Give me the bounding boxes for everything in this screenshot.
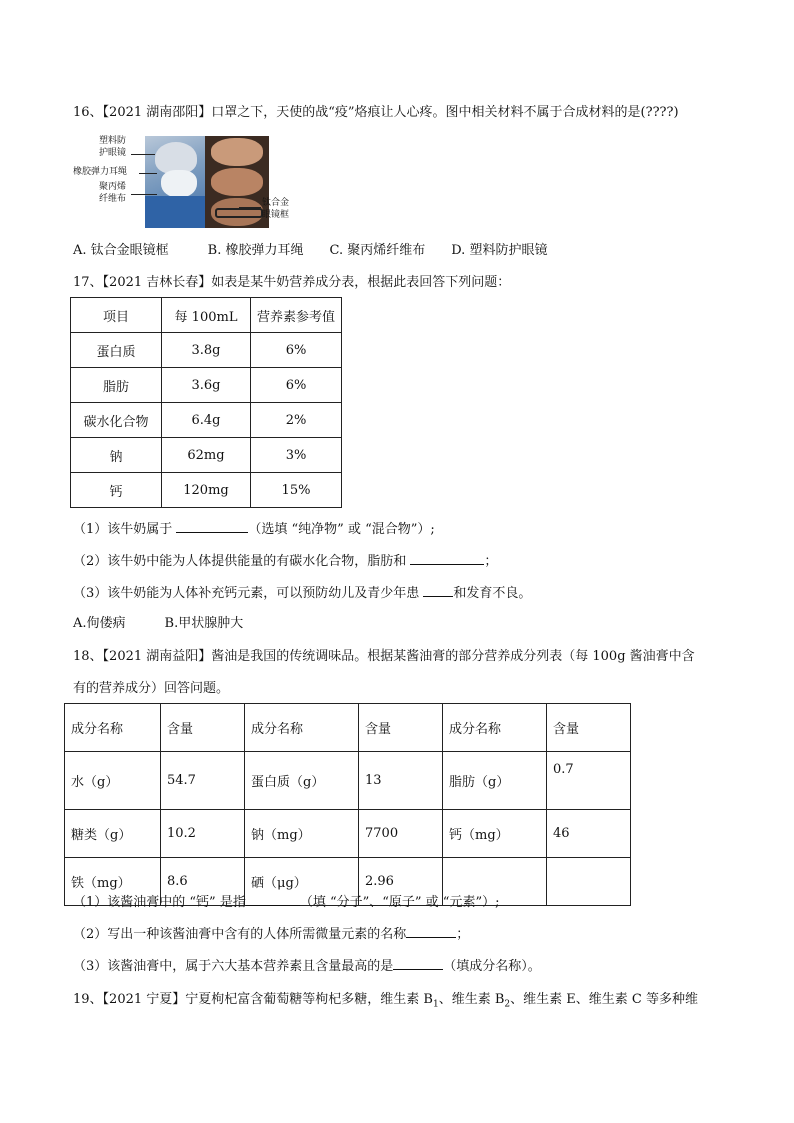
q18-sub3 (73, 957, 541, 976)
q18-sub1-text: （1）该酱油膏中的 “钙” 是指 (73, 895, 246, 910)
soy-paste-nutrition-table (64, 703, 631, 906)
q17-sub1 (73, 520, 435, 539)
q18-sub2 (73, 925, 469, 944)
doctor-photo (145, 136, 269, 228)
table-cell: 3.8g (162, 333, 251, 368)
label-ear-loop: 橡胶弹力耳绳 (73, 167, 128, 177)
answer-blank[interactable] (410, 552, 484, 565)
q19-stem (73, 991, 698, 1014)
label-goggles-2: 护眼镜 (99, 148, 127, 158)
table-cell: 碳水化合物 (71, 403, 162, 438)
q18-stem-line2: 有的营养成分）回答问题。 (73, 681, 230, 696)
answer-blank[interactable] (423, 584, 453, 597)
q16-figure (73, 132, 303, 230)
label-fiber-2: 纤维布 (99, 194, 127, 204)
table-cell (547, 858, 631, 906)
label-fiber-1: 聚丙烯 (99, 182, 127, 192)
answer-blank[interactable] (406, 925, 456, 938)
q18-sub3-text: （3）该酱油膏中，属于六大基本营养素且含量最高的是 (73, 959, 394, 974)
q17-stem: 17、【2021 吉林长春】如表是某牛奶营养成分表，根据此表回答下列问题： (73, 275, 511, 290)
q18-sub3-suffix: （填成分名称）。 (443, 959, 541, 974)
label-frame-1: 钛合金 (262, 198, 290, 208)
answer-blank[interactable] (176, 520, 248, 533)
table-cell: 54.7 (161, 752, 245, 810)
table-cell: 成分名称 (65, 704, 161, 752)
table-row (65, 752, 631, 810)
table-cell: 脂肪（g） (443, 752, 547, 810)
table-cell: 3.6g (162, 368, 251, 403)
table-cell: 7700 (359, 810, 443, 858)
table-cell: 13 (359, 752, 443, 810)
table-row (71, 368, 342, 403)
answer-blank[interactable] (393, 957, 443, 970)
header-cell: 项目 (71, 298, 162, 333)
answer-blank[interactable] (246, 893, 300, 906)
table-cell: 水（g） (65, 752, 161, 810)
table-cell: 钠 (71, 438, 162, 473)
subscript: 2 (504, 999, 511, 1010)
table-header-row (71, 298, 342, 333)
table-cell: 铁（mg） (65, 858, 161, 906)
table-cell: 含量 (161, 704, 245, 752)
table-cell: 6% (251, 333, 342, 368)
table-cell: 脂肪 (71, 368, 162, 403)
q18-sub1 (73, 893, 499, 912)
table-cell: 3% (251, 438, 342, 473)
table-cell: 62mg (162, 438, 251, 473)
table-header-row (65, 704, 631, 752)
header-cell: 营养素参考值 (251, 298, 342, 333)
table-cell: 120mg (162, 473, 251, 508)
table-cell: 含量 (359, 704, 443, 752)
header-cell: 每 100mL (162, 298, 251, 333)
table-cell: 糖类（g） (65, 810, 161, 858)
table-cell: 成分名称 (245, 704, 359, 752)
table-row (71, 438, 342, 473)
table-cell: 钙 (71, 473, 162, 508)
table-cell: 2.96 (359, 858, 443, 906)
q17-sub3-suffix: 和发育不良。 (453, 586, 532, 601)
table-cell: 46 (547, 810, 631, 858)
q17-sub1-text: （1）该牛奶属于 (73, 522, 177, 537)
q17-sub3 (73, 584, 531, 603)
table-cell: 成分名称 (443, 704, 547, 752)
table-cell: 2% (251, 403, 342, 438)
table-cell: 6% (251, 368, 342, 403)
table-cell: 10.2 (161, 810, 245, 858)
table-cell: 0.7 (547, 752, 631, 810)
table-cell: 含量 (547, 704, 631, 752)
q16-stem: 16、【2021 湖南邵阳】口罩之下，天使的战“疫”烙痕让人心疼。图中相关材料不属于合成材料的是(????) (73, 105, 679, 120)
q17-sub3-text: （3）该牛奶能为人体补充钙元素，可以预防幼儿及青少年患 (73, 586, 424, 601)
q17-sub1-suffix: （选填 “纯净物” 或 “混合物”）; (248, 522, 435, 537)
q16-options: A. 钛合金眼镜框 B. 橡胶弹力耳绳 C. 聚丙烯纤维布 D. 塑料防护眼镜 (73, 243, 548, 258)
q18-sub1-suffix: （填 “分子”、“原子” 或 “元素”）; (299, 895, 500, 910)
q19-stem-part1: 19、【2021 宁夏】宁夏枸杞富含葡萄糖等枸杞多糖，维生素 B (73, 992, 433, 1007)
q17-choices: A.佝偻病 B.甲状腺肿大 (73, 616, 244, 631)
table-cell: 8.6 (161, 858, 245, 906)
table-cell: 硒（μg） (245, 858, 359, 906)
q19-stem-part2: 、维生素 B (438, 992, 505, 1007)
q17-sub2-suffix: ； (484, 554, 498, 569)
table-row (65, 810, 631, 858)
table-cell: 蛋白质（g） (245, 752, 359, 810)
q17-sub2-text: （2）该牛奶中能为人体提供能量的有碳水化合物，脂肪和 (73, 554, 411, 569)
table-cell: 15% (251, 473, 342, 508)
label-frame-2: 眼镜框 (262, 210, 290, 220)
table-cell: 蛋白质 (71, 333, 162, 368)
table-row (71, 473, 342, 508)
table-cell: 钙（mg） (443, 810, 547, 858)
table-cell: 6.4g (162, 403, 251, 438)
table-row (71, 333, 342, 368)
milk-nutrition-table (70, 297, 342, 508)
q18-sub2-text: （2）写出一种该酱油膏中含有的人体所需微量元素的名称 (73, 927, 407, 942)
q18-sub2-suffix: ； (456, 927, 470, 942)
subscript: 1 (432, 999, 439, 1010)
q18-stem-line1: 18、【2021 湖南益阳】酱油是我国的传统调味品。根据某酱油膏的部分营养成分列表（每 100g 酱油膏中含 (73, 649, 695, 664)
table-cell: 钠（mg） (245, 810, 359, 858)
q19-stem-part3: 、维生素 E、维生素 C 等多种维 (510, 992, 698, 1007)
table-row (71, 403, 342, 438)
q17-sub2 (73, 552, 497, 571)
label-goggles-1: 塑料防 (99, 136, 127, 146)
